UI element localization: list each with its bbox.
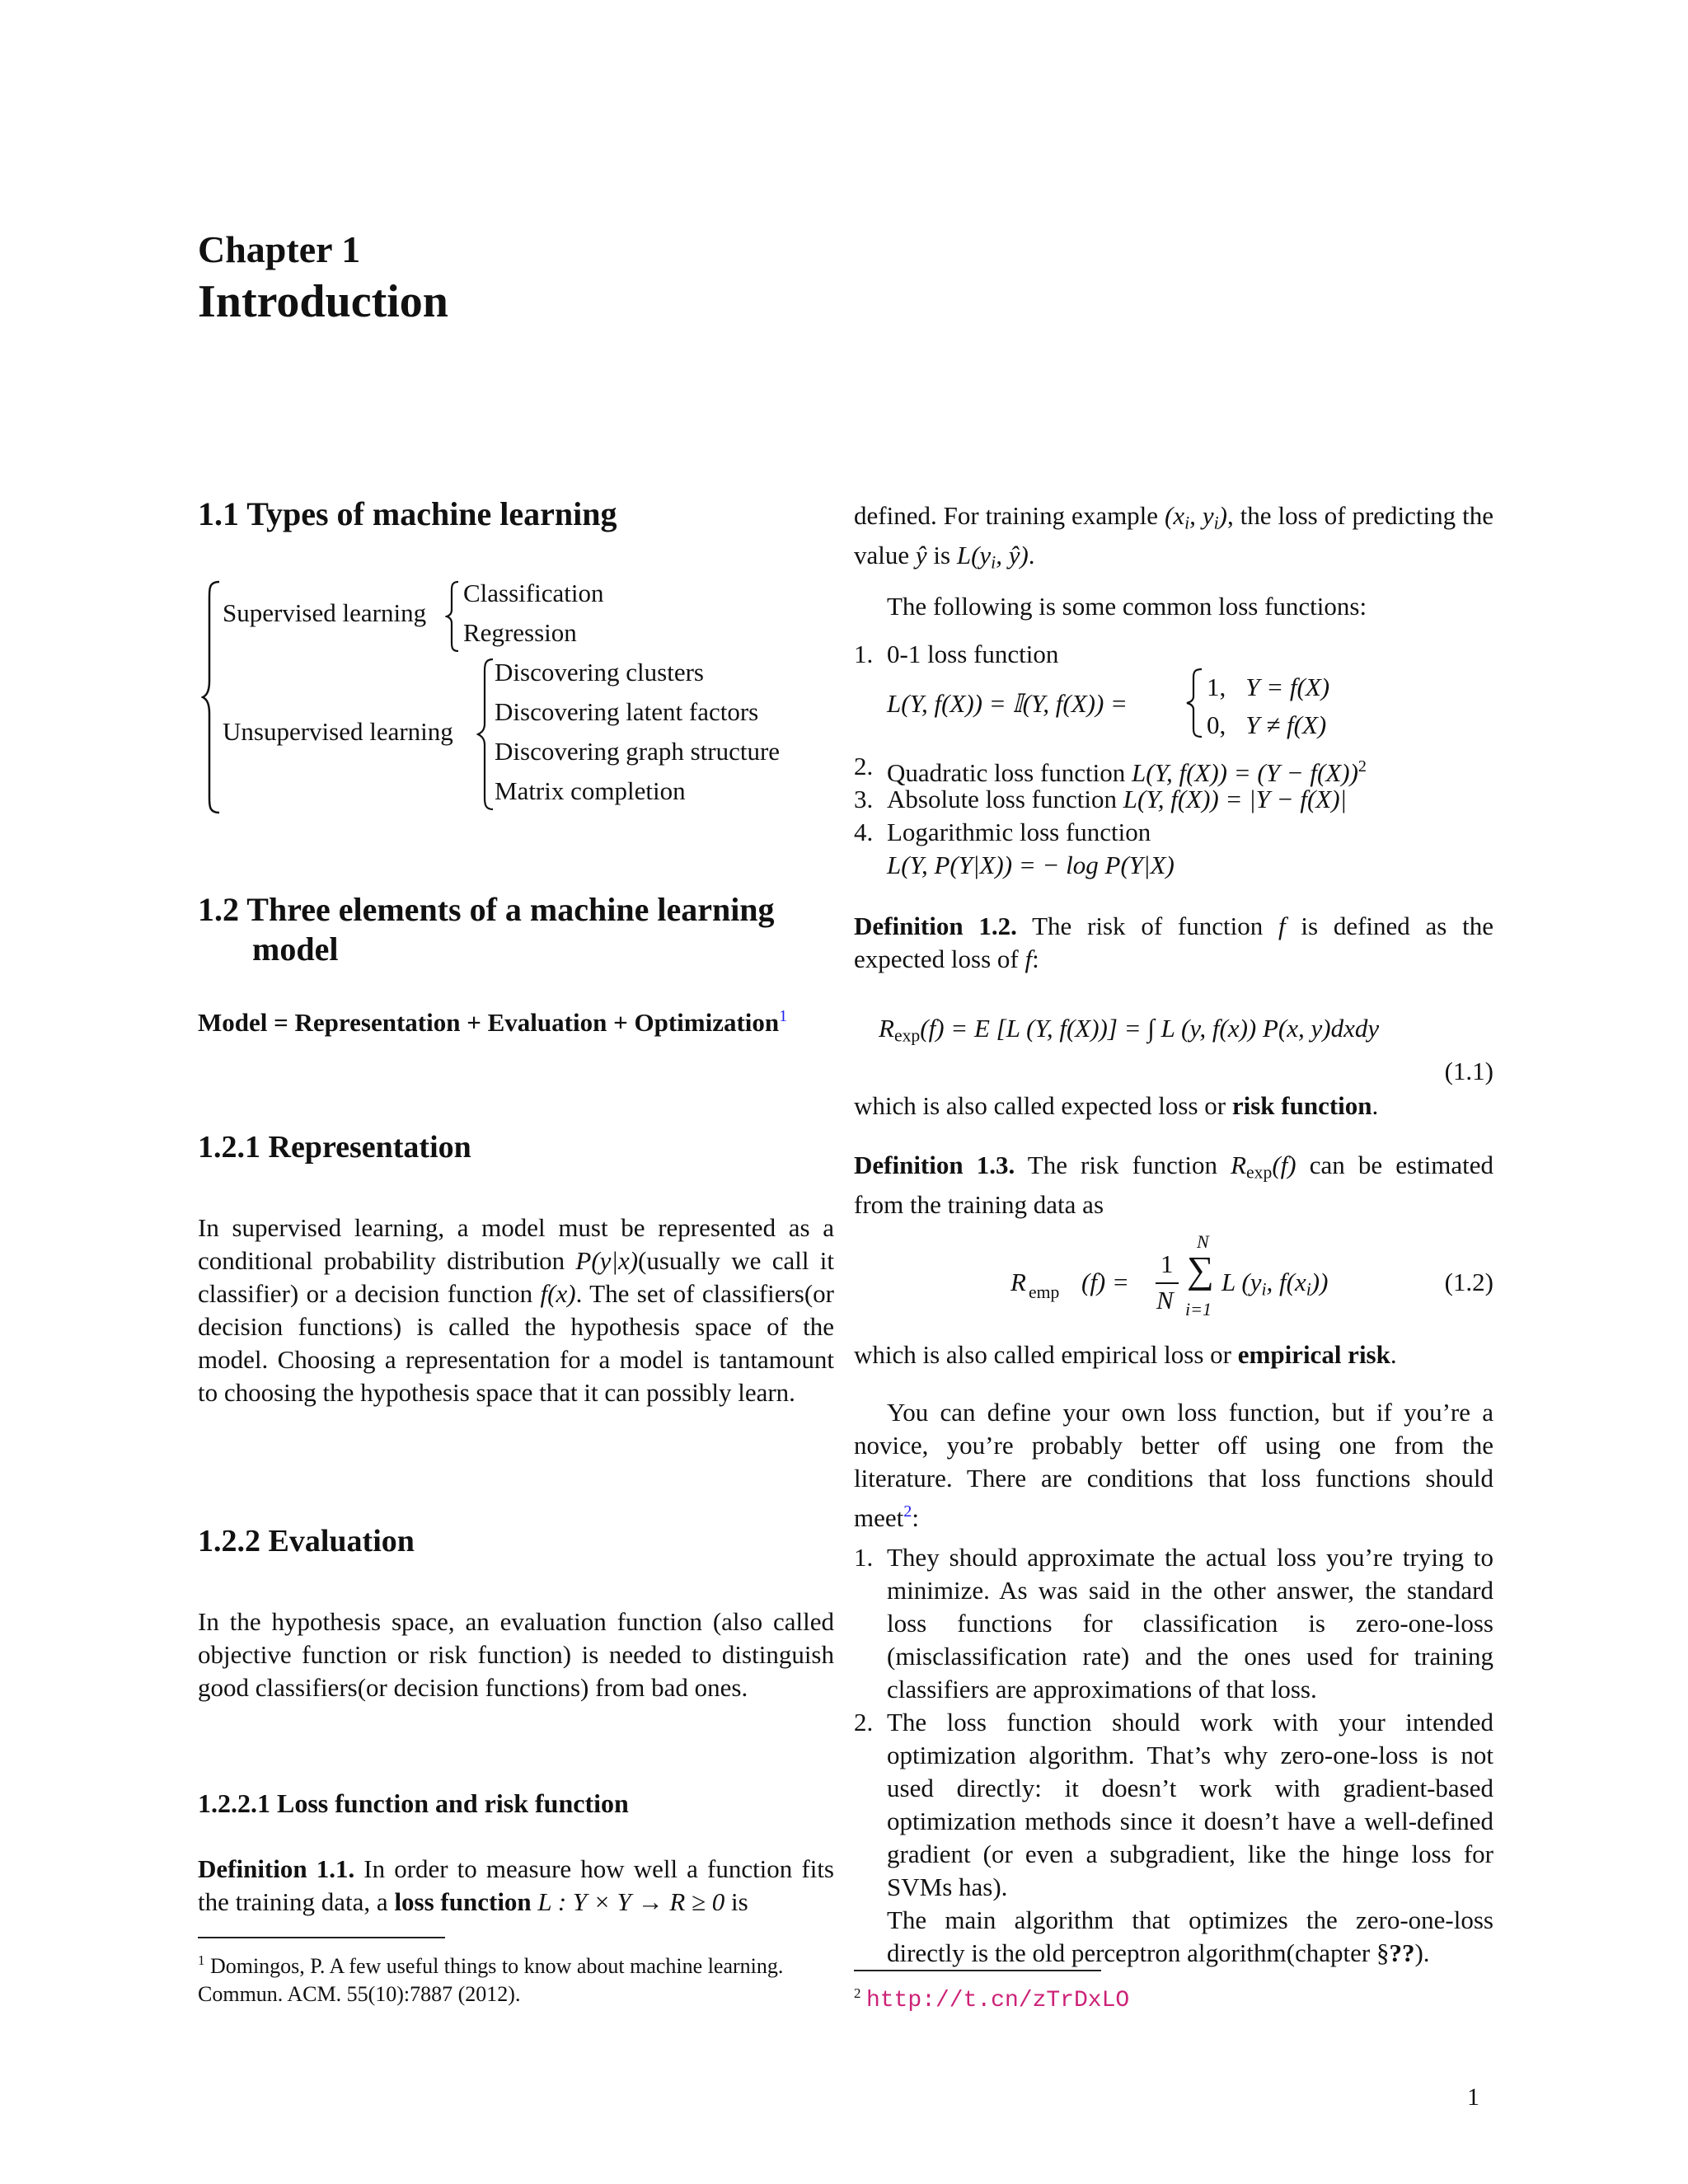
chapter-title: Introduction [198, 276, 448, 327]
footnote-rule-left [198, 1937, 445, 1938]
definition-1-1-text-a: In order to measure how well a function fits the training data, a [198, 1854, 834, 1916]
footnote-2-ref[interactable]: 2 [903, 1502, 912, 1521]
eq-01-case2-condition: Y ≠ f(X) [1245, 710, 1327, 739]
loss-item-4-math: L(Y, P(Y|X)) = − log P(Y|X) [887, 851, 1175, 879]
definition-1-2-math-f: f [1278, 912, 1286, 940]
condition-1-text: They should approximate the actual loss you’re trying to minimize. As was said in the other answer, the standard loss functions for classification is zero-one-loss (misclassification rate) and the ones used for training classifiers are approximations of that loss. [887, 1543, 1493, 1704]
equation-1-2-sum-sign: ∑ [1187, 1249, 1214, 1291]
footnote-1-ref[interactable]: 1 [779, 1007, 788, 1025]
supervised-item-classification: Classification [463, 579, 604, 607]
continued-text-a: defined. For training example [854, 501, 1165, 530]
footnote-1-mark: 1 [198, 1952, 205, 1968]
loss-item-3-math: L(Y, f(X)) = |Y − f(X)| [1123, 785, 1348, 813]
footnote-1 [198, 1947, 834, 2008]
condition-1-number: 1. [854, 1543, 874, 1572]
loss-function-list [854, 638, 1493, 902]
representation-text-b: (usually we call it classifier) or a decision function [198, 1246, 834, 1308]
equation-1-2-frac-bar [1156, 1282, 1179, 1284]
loss-item-3-label: Absolute loss function [887, 785, 1123, 813]
equation-1-2 [1010, 1231, 1329, 1327]
section-1-2-2-1-heading: 1.2.2.1 Loss function and risk function [198, 1788, 629, 1818]
unsupervised-learning-label: Unsupervised learning [223, 717, 453, 746]
unsupervised-item-matrix-completion: Matrix completion [495, 776, 686, 805]
eq12-followup [854, 1338, 1493, 1371]
representation-paragraph [198, 1212, 834, 1409]
condition-2-followup [887, 1904, 1493, 1970]
eq-01-case1-condition: Y = f(X) [1245, 673, 1330, 701]
loss-item-4-number: 4. [854, 818, 874, 846]
definition-1-2-text-a: The risk of function [1016, 912, 1278, 940]
condition-2-text: The loss function should work with your intended optimization algorithm. That’s why zero-one-loss is not used directly: it doesn’t work with gradient-based optimization methods since it doesn’t have a well-defined gradient (or even a subgradient, like the hinge loss for SVMs has). [887, 1708, 1493, 1901]
footnote-rule-right [854, 1970, 1101, 1971]
representation-text-a: In supervised learning, a model must be represented as a conditional probability distribution [198, 1213, 834, 1275]
eq11-followup-text: which is also called expected loss or [854, 1091, 1232, 1120]
section-1-2-heading-line1: 1.2 Three elements of a machine learning [198, 891, 775, 928]
equation-1-1-rest: (f) = E [L (Y, f(X))] = ∫ L (y, f(x)) P(x, y)dxdy [920, 1014, 1380, 1043]
representation-math-pyx: P(y|x) [575, 1246, 639, 1275]
loss-item-2-number: 2. [854, 752, 874, 780]
cases-brace-icon [1185, 668, 1203, 738]
representation-text-c: . The set of classifiers(or decision functions) is called the hypothesis space of the model. Choosing a representation for a model is tantamount to choosing the hypothesis space that it can possibly learn. [198, 1279, 834, 1407]
supervised-learning-label: Supervised learning [223, 598, 427, 627]
eq-01-case2-value: 0, [1207, 710, 1226, 739]
section-1-2-2-heading: 1.2.2 Evaluation [198, 1524, 415, 1558]
continued-math-loss: L(y [956, 541, 992, 570]
chapter-label: Chapter 1 [198, 228, 361, 270]
definition-1-3-text-a: The risk function [1015, 1151, 1231, 1179]
definition-1-3-sub: exp [1246, 1162, 1273, 1183]
equation-1-1-number: (1.1) [1444, 1057, 1493, 1085]
loss-conditions-list [854, 1541, 1493, 1970]
common-loss-intro: The following is some common loss functions: [887, 592, 1367, 621]
equation-1-2-frac-num: 1 [1160, 1249, 1174, 1278]
definition-1-3-math-r: R [1231, 1151, 1247, 1179]
loss-item-1-label: 0-1 loss function [887, 640, 1059, 668]
definition-1-1-text-b: is [724, 1887, 748, 1916]
ml-types-tree [198, 577, 834, 816]
eq11-followup [854, 1090, 1493, 1122]
condition-2-number: 2. [854, 1708, 874, 1736]
eq11-followup-bold: risk function [1231, 1091, 1372, 1120]
loss-item-2-label: Quadratic loss function [887, 758, 1132, 788]
unsupervised-item-clusters: Discovering clusters [495, 658, 704, 687]
equation-1-2-frac-den: N [1156, 1286, 1174, 1315]
definition-1-3 [854, 1149, 1493, 1221]
model-equation [198, 1007, 787, 1038]
section-1-2-heading-line2: model [252, 930, 339, 968]
continued-text-b: , the loss of predicting the value [854, 501, 1493, 570]
equation-1-2-r: R [1010, 1268, 1026, 1296]
definition-1-1-label: Definition 1.1. [198, 1854, 355, 1883]
novice-paragraph [854, 1396, 1493, 1535]
loss-item-1-number: 1. [854, 640, 874, 668]
definition-1-3-label: Definition 1.3. [854, 1151, 1015, 1179]
equation-1-1-r: R [879, 1014, 894, 1043]
definition-1-1-bold: loss function [394, 1887, 532, 1916]
eq12-followup-text: which is also called empirical loss or [854, 1340, 1238, 1369]
eq-01-case1-value: 1, [1207, 673, 1226, 701]
section-1-1-heading: 1.1 Types of machine learning [198, 495, 617, 532]
page-number: 1 [1467, 2083, 1479, 2111]
definition-1-1-math: L : Y × Y → R ≥ 0 [531, 1887, 725, 1916]
continued-text-c: is [926, 541, 957, 570]
supervised-item-regression: Regression [463, 618, 577, 647]
definition-1-3-math-f: (f) [1272, 1151, 1296, 1179]
unsupervised-brace-icon [476, 658, 495, 811]
loss-item-2-math: L(Y, f(X)) = (Y − f(X)) [1132, 758, 1358, 788]
definition-1-2-text-c: : [1032, 944, 1039, 973]
definition-1-1-continued: defined. For training example ($x_i$, $y_i$), the loss of predicting the value ŷ is $L(y_i$, ŷ). [854, 501, 1493, 573]
model-equation-text: Model = Representation + Evaluation + Optimization [198, 1008, 780, 1038]
equation-1-2-number: (1.2) [1444, 1268, 1493, 1296]
definition-1-1 [198, 1853, 834, 1919]
equation-1-2-rest: L ($y_i$, $f(x_i)$) [1221, 1268, 1329, 1300]
unsupervised-item-graph-structure: Discovering graph structure [495, 737, 781, 766]
definition-1-2-math-f2: f [1025, 944, 1033, 973]
equation-1-2-sub: emp [1029, 1282, 1060, 1302]
eq11-followup-period: . [1372, 1091, 1379, 1120]
equation-1-2-mid: (f) = [1081, 1268, 1129, 1296]
footnote-1-text: Domingos, P. A few useful things to know about machine learning. Commun. ACM. 55(10):7887 (2012). [198, 1954, 784, 2007]
definition-1-2-label: Definition 1.2. [854, 912, 1017, 940]
section-1-2-heading [198, 890, 775, 969]
footnote-2-mark: 2 [854, 1985, 861, 2001]
supervised-brace-icon [445, 580, 460, 653]
equation-1-1-sub: exp [893, 1025, 921, 1046]
eq-01-case2 [1207, 709, 1326, 742]
representation-math-fx: f(x) [540, 1279, 576, 1308]
evaluation-paragraph: In the hypothesis space, an evaluation function (also called objective function or risk function) is needed to distinguish good classifiers(or decision functions) from bad ones. [198, 1607, 834, 1702]
eq12-followup-bold: empirical risk [1237, 1340, 1390, 1369]
eq-01-loss-lhs: L(Y, f(X)) = 𝕀(Y, f(X)) = [887, 689, 1128, 718]
eq12-followup-period: . [1390, 1340, 1397, 1369]
outer-brace-icon [201, 580, 221, 814]
eq-01-case1 [1207, 671, 1329, 704]
loss-item-4-label: Logarithmic loss function [887, 818, 1151, 846]
footnote-2 [854, 1980, 1129, 2015]
equation-1-1 [879, 1014, 1379, 1046]
novice-colon: : [912, 1503, 919, 1533]
loss-item-2-sup: 2 [1357, 757, 1367, 776]
loss-item-3 [887, 783, 1493, 816]
definition-1-3-text-b: can be estimated from the training data as [854, 1151, 1493, 1220]
equation-1-2-loss: L (y [1221, 1268, 1262, 1296]
equation-1-2-sum-bottom: i=1 [1185, 1299, 1212, 1319]
unsupervised-item-latent-factors: Discovering latent factors [495, 697, 759, 726]
continued-math-yhat: ŷ [915, 541, 927, 570]
loss-item-3-number: 3. [854, 785, 874, 813]
condition-2-followup-ref: ?? [1389, 1938, 1415, 1967]
condition-2-followup-end: ). [1414, 1938, 1430, 1967]
footnote-2-url[interactable]: http://t.cn/zTrDxLO [865, 1988, 1130, 2014]
equation-1-2-sum-top: N [1197, 1231, 1209, 1252]
continued-math-xi: (x [1165, 501, 1185, 530]
condition-2-followup-text: The main algorithm that optimizes the zero-one-loss directly is the old perceptron algorithm(chapter § [887, 1905, 1493, 1967]
section-1-2-1-heading: 1.2.1 Representation [198, 1130, 471, 1165]
definition-1-2-text-b: is defined as the expected loss of [854, 912, 1493, 973]
definition-1-2 [854, 910, 1493, 976]
novice-text: You can define your own loss function, but if you’re a novice, you’re probably better off using one from the literature. There are conditions that loss functions should meet [854, 1398, 1493, 1533]
